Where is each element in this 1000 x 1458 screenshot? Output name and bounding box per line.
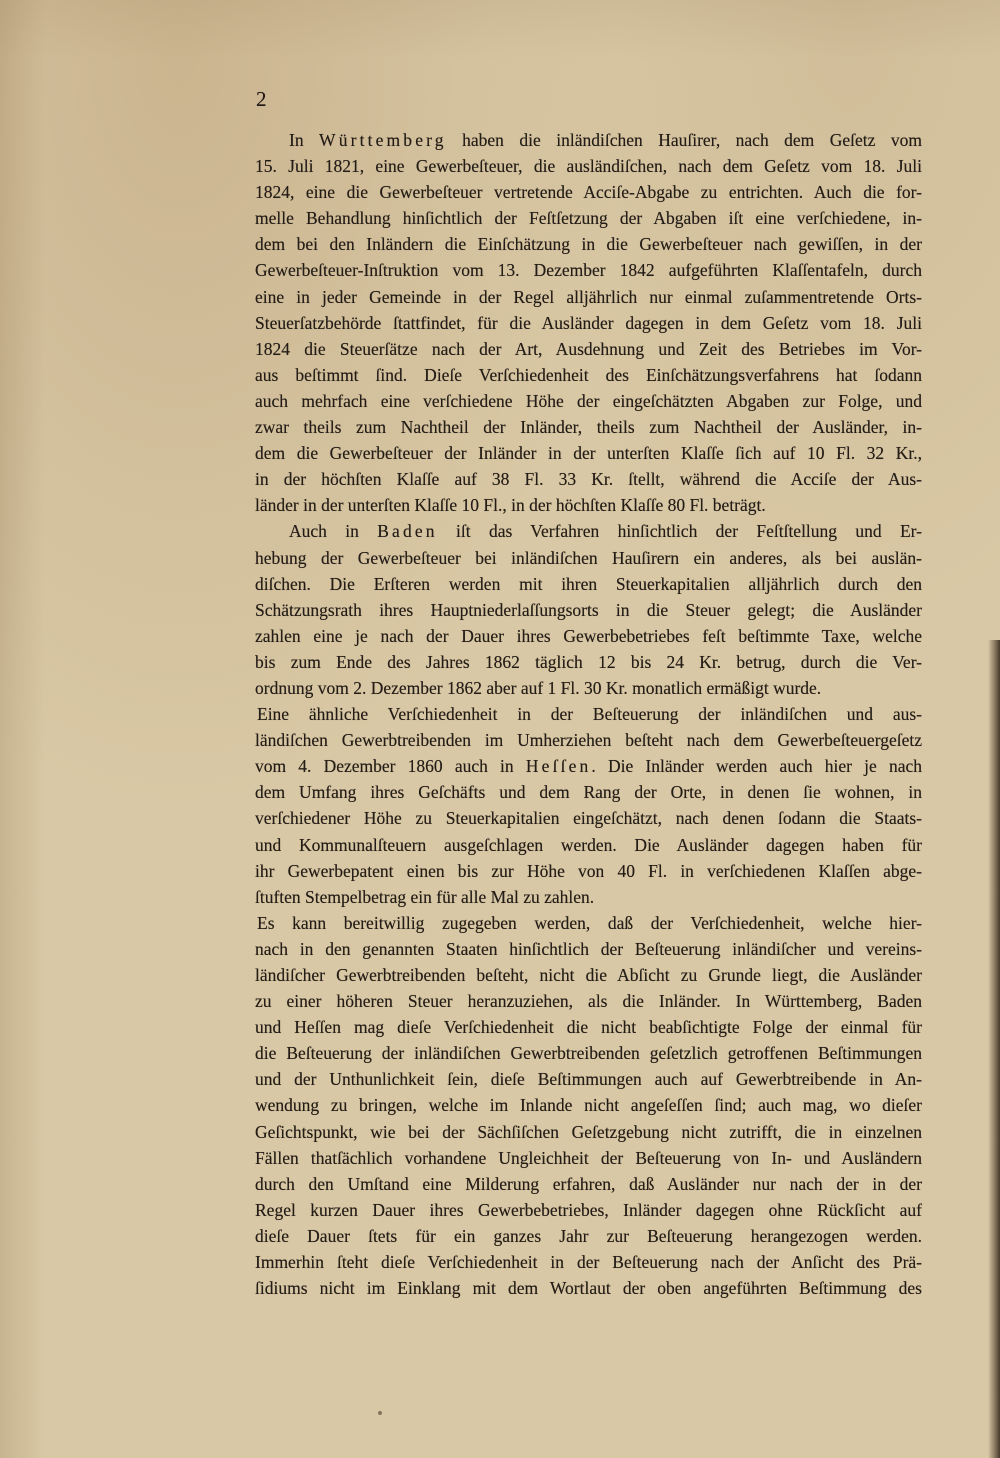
text-line: Immerhin ſteht dieſe Verſchiedenheit in der Beſteuerung nach der Anſicht des Prä- (255, 1252, 922, 1273)
text-segment: haben die inländiſchen Hauſirer, nach dem Geſetz vom (446, 130, 922, 150)
text-line: 1824 die Steuerſätze nach der Art, Ausdehnung und Zeit des Betriebes im Vor- (255, 338, 922, 359)
text-line: und Kommunalſteuern ausgeſchlagen werden. Die Ausländer dagegen haben für (255, 834, 922, 855)
paragraph (255, 701, 922, 910)
text-line: und Heſſen mag dieſe Verſchiedenheit die nicht beabſichtigte Folge der einmal für (255, 1017, 922, 1038)
text-line: die Beſteuerung der inländiſchen Gewerbtreibenden geſetzlich getroffenen Beſtimmungen (255, 1043, 922, 1064)
spaced-emphasis: Württemberg (319, 130, 447, 150)
spaced-emphasis: Heſſen (525, 756, 592, 777)
text-line (255, 127, 922, 153)
text-line: ländiſchen Gewerbtreibenden im Umherziehen beſteht nach dem Gewerbeſteuergeſetz (255, 730, 922, 751)
text-line: nach in den genannten Staaten hinſichtlich der Beſteuerung inländiſcher und vereins- (255, 938, 922, 959)
text-line: Fällen thatſächlich vorhandene Ungleichheit der Beſteuerung von In- und Ausländern (255, 1147, 922, 1168)
text-line: ihr Gewerbepatent einen bis zur Höhe von 40 Fl. in verſchiedenen Klaſſen abge- (255, 860, 922, 881)
text-line: 1824, eine die Gewerbeſteuer vertretende Acciſe-Abgabe zu entrichten. Auch die for- (255, 182, 922, 203)
text-segment: iſt das Verfahren hinſichtlich der Feſtſtellung und Er- (437, 521, 922, 542)
text-line: dem Umfang ihres Geſchäfts und dem Rang der Orte, in denen ſie wohnen, in (255, 782, 922, 803)
text-line: Es kann bereitwillig zugegeben werden, daß der Verſchiedenheit, welche hier- (257, 912, 922, 933)
ink-speck (378, 1411, 382, 1415)
text-line: verſchiedener Höhe zu Steuerkapitalien eingeſchätzt, nach denen ſodann die Staats- (255, 808, 922, 829)
text-line: hebung der Gewerbeſteuer bei inländiſchen Hauſirern ein anderes, als bei auslän- (255, 547, 922, 568)
paragraph (255, 518, 922, 701)
text-line: ordnung vom 2. Dezember 1862 aber auf 1 Fl. 30 Kr. monatlich ermäßigt wurde. (255, 677, 822, 698)
text-line: diſchen. Die Erſteren werden mit ihren Steuerkapitalien alljährlich durch den (255, 573, 922, 594)
text-segment: In (289, 130, 320, 150)
text-line: ländiſcher Gewerbtreibenden beſteht, nicht die Abſicht zu Grunde liegt, die Ausländer (255, 965, 922, 985)
text-line: zwar theils zum Nachtheil der Inländer, theils zum Nachtheil der Ausländer, in- (255, 417, 922, 438)
paragraph (255, 127, 922, 518)
text-line: Gewerbeſteuer-Inſtruktion vom 13. Dezember 1842 aufgeführten Klaſſentafeln, durch (255, 260, 922, 281)
text-line: aus beſtimmt ſind. Dieſe Verſchiedenheit des Einſchätzungsverfahrens hat ſodann (255, 364, 922, 385)
text-line: 15. Juli 1821, eine Gewerbeſteuer, die ausländiſchen, nach dem Geſetz vom 18. Juli (255, 156, 922, 177)
paragraph (255, 910, 922, 1301)
text-line: in der höchſten Klaſſe auf 38 Fl. 33 Kr. ſtellt, während die Acciſe der Aus- (255, 469, 922, 490)
spaced-emphasis: Baden (377, 521, 438, 542)
page-edge-shadow (988, 640, 1000, 1458)
text-line: Steuerſatzbehörde ſtattfindet, für die Ausländer dagegen in dem Geſetz vom 18. Juli (255, 312, 922, 333)
text-line: bis zum Ende des Jahres 1862 täglich 12 bis 24 Kr. betrug, durch die Ver- (255, 651, 922, 672)
text-line: wendung zu bringen, welche im Inlande nicht angeſeſſen ſind; auch mag, wo dieſer (255, 1095, 922, 1116)
text-line: ſidiums nicht im Einklang mit dem Wortlaut der oben angeführten Beſtimmung des (255, 1278, 922, 1299)
text-line: zahlen eine je nach der Dauer ihres Gewerbebetriebes feſt beſtimmte Taxe, welche (255, 625, 922, 646)
text-line: und der Unthunlichkeit ſein, dieſe Beſtimmungen auch auf Gewerbtreibende in An- (255, 1069, 922, 1090)
text-line: Geſichtspunkt, wie bei der Sächſiſchen Geſetzgebung nicht zutrifft, die in einzelnen (255, 1121, 922, 1142)
text-line: dem die Gewerbeſteuer der Inländer in der unterſten Klaſſe ſich auf 10 Fl. 32 Kr., (255, 443, 922, 464)
text-line: Schätzungsrath ihres Hauptniederlaſſungsorts in die Steuer gelegt; die Ausländer (255, 599, 922, 620)
text-segment: Auch in (289, 521, 378, 542)
text-line: durch den Umſtand eine Milderung erfahren, daß Ausländer nur nach der in der (255, 1173, 922, 1194)
text-line: Eine ähnliche Verſchiedenheit in der Beſteuerung der inländiſchen und aus- (257, 704, 922, 725)
text-line: dieſe Dauer ſtets für ein ganzes Jahr zur Beſteuerung herangezogen werden. (255, 1225, 922, 1246)
text-line: zu einer höheren Steuer heranzuziehen, als die Inländer. In Württemberg, Baden (255, 991, 922, 1012)
text-line: länder in der unterſten Klaſſe 10 Fl., in der höchſten Klaſſe 80 Fl. beträgt. (255, 495, 766, 516)
text-line (255, 753, 922, 779)
text-line (255, 518, 922, 544)
text-line: ſtuften Stempelbetrag ein für alle Mal zu zahlen. (255, 886, 595, 907)
body-text (255, 127, 922, 1301)
page-number: 2 (256, 87, 267, 111)
text-line: dem bei den Inländern die Einſchätzung in die Gewerbeſteuer nach gewiſſen, in der (255, 234, 922, 255)
text-line: auch mehrfach eine verſchiedene Höhe der eingeſchätzten Abgaben zur Folge, und (255, 390, 922, 411)
text-line: melle Behandlung hinſichtlich der Feſtſetzung der Abgaben iſt eine verſchiedene, in- (255, 208, 922, 229)
text-segment: . Die Inländer werden auch hier je nach (591, 756, 923, 777)
text-segment: vom 4. Dezember 1860 auch in (255, 756, 526, 777)
text-line: Regel kurzen Dauer ihres Gewerbebetriebes, Inländer dagegen ohne Rückſicht auf (255, 1199, 922, 1220)
text-line: eine in jeder Gemeinde in der Regel alljährlich nur einmal zuſammentretende Orts- (255, 286, 922, 307)
